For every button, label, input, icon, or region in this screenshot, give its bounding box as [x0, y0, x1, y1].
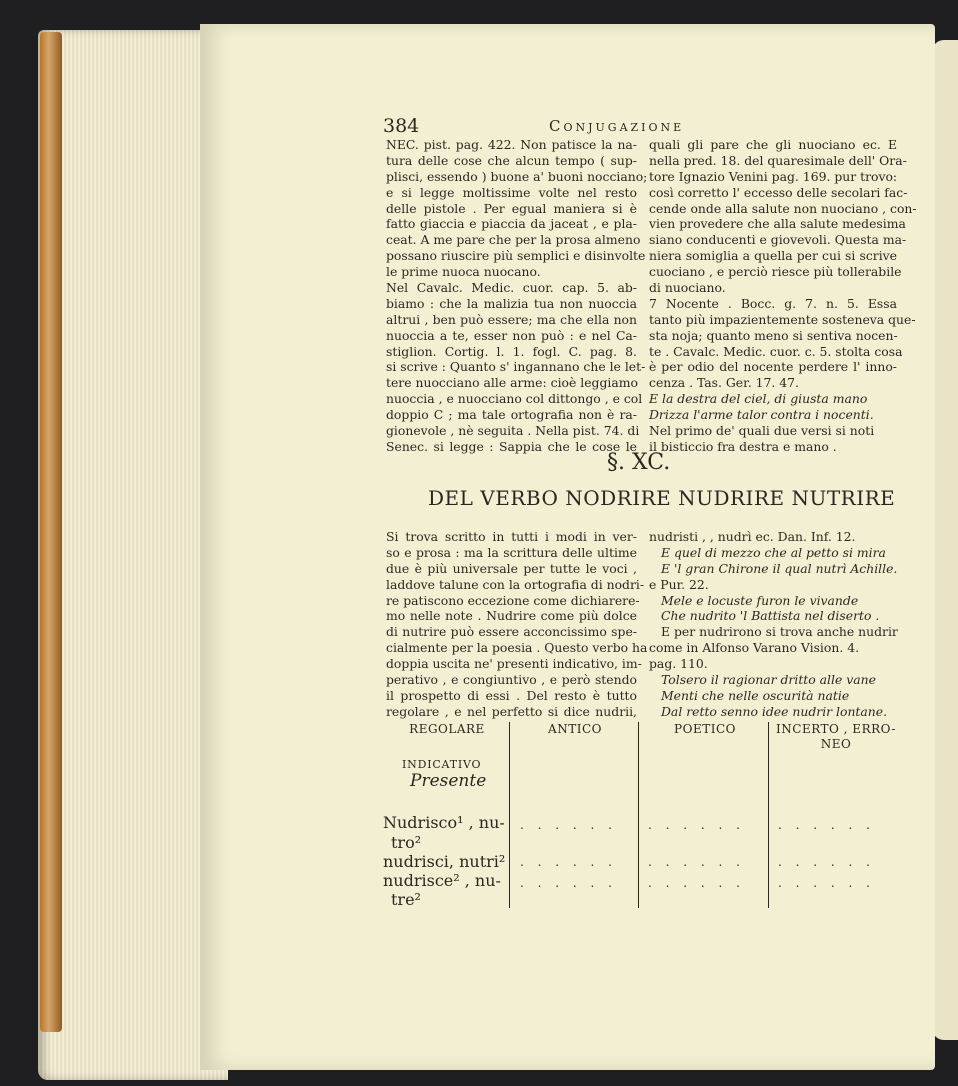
text-line: Nel Cavalc. Medic. cuor. cap. 5. ab- — [386, 280, 637, 296]
text-line: e Pur. 22. — [649, 576, 709, 592]
dot-leader: . . . . . . — [648, 876, 745, 890]
text-line: tura delle cose che alcun tempo ( sup- — [386, 152, 637, 168]
text-line: niera somiglia a quella per cui si scrive — [649, 248, 897, 264]
text-line: NEC. pist. pag. 422. Non patisce la na- — [386, 137, 637, 152]
text-line: stiglion. Cortig. l. 1. fogl. C. pag. 8. — [386, 343, 637, 359]
table-divider — [638, 722, 639, 908]
text-line: nuoccia , e nuocciano col dittongo , e col — [386, 391, 643, 407]
lower-left-column — [386, 529, 648, 720]
text-line: Nel primo de' quali due versi si noti — [649, 423, 875, 439]
text-line: nudristi , , nudrì ec. Dan. Inf. 12. — [649, 529, 856, 544]
text-line: plisci, essendo ) buone a' buoni nocciano; — [386, 168, 648, 184]
text-line: tore Ignazio Venini pag. 169. pur trovo: — [649, 168, 898, 184]
column-header-incerto: INCERTO , ERRO- NEO — [776, 722, 896, 751]
table-divider — [509, 722, 510, 908]
table-row-continuation: tro² — [391, 833, 422, 852]
text-line: ceat. A me pare che per la prosa almeno — [386, 232, 641, 248]
verse-line: E la destra del ciel, di giusta mano — [649, 391, 868, 407]
dot-leader: . . . . . . — [778, 818, 875, 832]
dot-leader: . . . . . . — [520, 876, 617, 890]
text-line: cende onde alla salute non nuociano , con- — [649, 200, 917, 216]
verse-line: Che nudrito 'l Battista nel diserto . — [661, 608, 880, 624]
dot-leader: . . . . . . — [648, 855, 745, 869]
text-line: sta noja; quanto meno si sentiva nocen- — [649, 327, 898, 343]
text-line: due è più universale per tutte le voci , — [386, 560, 637, 576]
text-line: te . Cavalc. Medic. cuor. c. 5. stolta cosa — [649, 343, 903, 359]
text-line: vien provedere che alla salute medesima — [649, 216, 906, 232]
table-row-form: nudrisci, nutri² — [383, 852, 506, 871]
text-line: tere nuocciano alle arme: cioè leggiamo — [386, 375, 638, 391]
page-number: 384 — [383, 115, 420, 137]
book-spine — [40, 32, 62, 1032]
text-line: perativo , e congiuntivo , e però stendo — [386, 672, 637, 688]
text-line: di nutrire può essere acconcissimo spe- — [386, 624, 637, 640]
dot-leader: . . . . . . — [520, 818, 617, 832]
verse-line: E quel di mezzo che al petto si mira — [661, 544, 886, 560]
table-divider — [768, 722, 769, 908]
text-line: e si legge moltissime volte nel resto — [386, 184, 637, 200]
text-line: biamo : che la malizia tua non nuoccia — [386, 295, 637, 311]
dot-leader: . . . . . . — [778, 855, 875, 869]
text-line: siano conducenti e giovevoli. Questa ma- — [649, 232, 907, 248]
text-line: Senec. si legge : Sappia che le cose le — [386, 438, 637, 454]
text-line: pag. 110. — [649, 656, 708, 672]
section-number: §. XC. — [607, 450, 671, 475]
text-line: come in Alfonso Varano Vision. 4. — [649, 640, 860, 656]
column-header-regolare: REGOLARE — [409, 722, 485, 736]
verse-line: Dal retto senno idee nudrir lontane. — [661, 703, 888, 719]
text-line: laddove talune con la ortografia di nodri- — [386, 576, 645, 592]
text-line: gionevole , nè seguita . Nella pist. 74. di — [386, 423, 640, 439]
text-line: so e prosa : ma la scrittura delle ultime — [386, 544, 637, 560]
table-row-form: nudrisce² , nu- — [383, 871, 501, 890]
verse-line: E 'l gran Chirone il qual nutrì Achille. — [661, 560, 898, 576]
text-line: possano riuscire più semplici e disinvolte — [386, 248, 646, 264]
text-line: mo nelle note . Nudrire come più dolce — [386, 608, 637, 624]
text-line: delle pistole . Per egual maniera si è — [386, 200, 637, 216]
dot-leader: . . . . . . — [778, 876, 875, 890]
text-line: tanto più impazientemente sosteneva que- — [649, 311, 916, 327]
column-header-antico: ANTICO — [548, 722, 602, 736]
text-line: nuoccia a te, esser non può : e nel Ca- — [386, 327, 637, 343]
text-line: cenza . Tas. Ger. 17. 47. — [649, 375, 799, 391]
text-line: doppia uscita ne' presenti indicativo, im- — [386, 656, 642, 672]
verse-line: Mele e locuste furon le vivande — [661, 592, 859, 608]
verse-line: Tolsero il ragionar dritto alle vane — [661, 672, 876, 688]
text-line: altrui , ben può essere; ma che ella non — [386, 311, 637, 327]
table-row-form: Nudrisco¹ , nu- — [383, 813, 505, 832]
running-title: Conjugazione — [549, 117, 685, 135]
text-line: così corretto l' eccesso delle secolari fac- — [649, 184, 908, 200]
text-line: il bisticcio fra destra e mano . — [649, 438, 837, 454]
text-line: le prime nuoca nuocano. — [386, 264, 541, 280]
upper-left-column — [386, 137, 648, 455]
dot-leader: . . . . . . — [520, 855, 617, 869]
upper-right-column — [649, 137, 917, 455]
text-line: cuociano , e perciò riesce più tollerabile — [649, 264, 902, 280]
facing-page-edge — [932, 40, 958, 1040]
text-line: il prospetto di essi . Del resto è tutto — [386, 687, 637, 703]
table-row-continuation: tre² — [391, 890, 421, 909]
text-line: E per nudrirono si trova anche nudrir — [661, 624, 898, 640]
text-line: di nuociano. — [649, 280, 726, 296]
text-line: è per odio del nocente perdere l' inno- — [649, 359, 897, 375]
mood-label: INDICATIVO — [402, 758, 482, 771]
text-line: regolare , e nel perfetto si dice nudrii, — [386, 703, 637, 719]
text-line: nella pred. 18. del quaresimale dell' Ora- — [649, 152, 907, 168]
lower-right-column — [649, 529, 897, 720]
column-header-poetico: POETICO — [674, 722, 736, 736]
text-line: fatto giaccia e piaccia da jaceat , e pla- — [386, 216, 637, 232]
text-line: 7 Nocente . Bocc. g. 7. n. 5. Essa — [649, 295, 897, 311]
dot-leader: . . . . . . — [648, 818, 745, 832]
text-line: doppio C ; ma tale ortografia non è ra- — [386, 407, 637, 423]
tense-label: Presente — [410, 771, 487, 791]
text-line: cialmente per la poesia . Questo verbo ha — [386, 640, 648, 656]
text-line: si scrive : Quanto s' ingannano che le let- — [386, 359, 646, 375]
text-line: Si trova scritto in tutti i modi in ver- — [386, 529, 637, 544]
verse-line: Drizza l'arme talor contra i nocenti. — [649, 407, 874, 423]
text-line: quali gli pare che gli nuociano ec. E — [649, 137, 897, 152]
verse-line: Menti che nelle oscurità natie — [661, 687, 850, 703]
section-title: DEL VERBO NODRIRE NUDRIRE NUTRIRE — [428, 486, 896, 510]
text-line: re patiscono eccezione come dichiarere- — [386, 592, 640, 608]
